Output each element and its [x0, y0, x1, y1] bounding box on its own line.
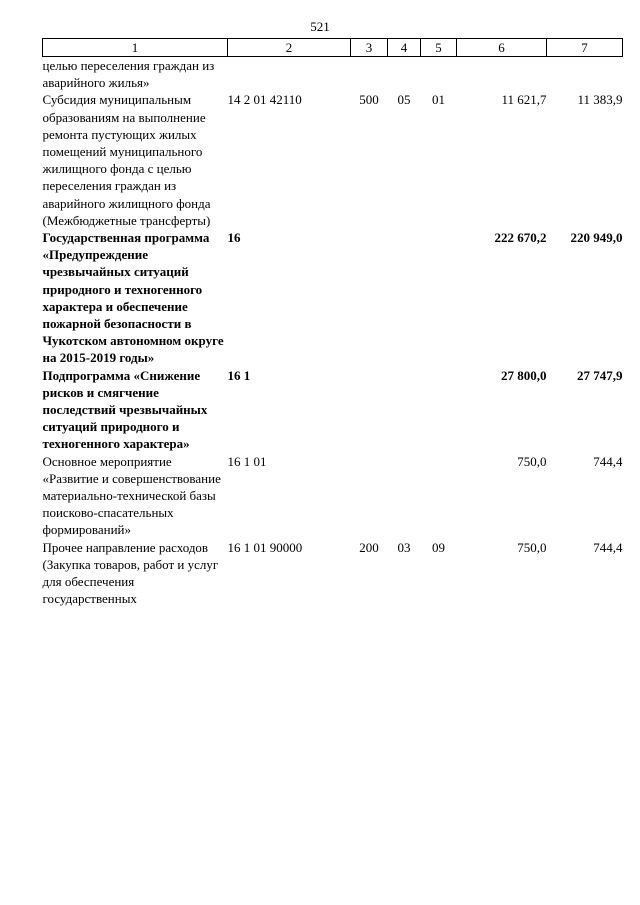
row-name-cell: Подпрограмма «Снижение рисков и смягчение последствий чрезвычайных ситуаций природного и техногенного характера» — [42, 367, 208, 452]
page-number: 521 — [310, 19, 330, 34]
target-code-cell — [228, 57, 351, 92]
amount-cell — [547, 57, 623, 92]
subsection-cell: 09 — [432, 539, 445, 555]
amount-cell: 11 621,7 — [501, 92, 547, 108]
section-cell — [388, 229, 421, 367]
subsection-cell: 01 — [432, 92, 445, 108]
row-name-cell: Субсидия муниципальным образованиям на выполнение ремонта пустующих жилых помещений муниципального жилищного фонда с целью переселения граждан из аварийного жилищного фонда (Межбюджетные трансферты) — [42, 92, 211, 228]
subsection-cell — [421, 57, 457, 92]
subsection-cell — [421, 453, 457, 539]
expense-type-cell — [351, 229, 388, 367]
column-header: 1 — [43, 39, 228, 57]
subsection-cell — [421, 367, 457, 453]
column-header: 4 — [388, 39, 421, 57]
amount-cell: 222 670,2 — [494, 230, 547, 246]
expense-type-cell — [351, 367, 388, 453]
target-code-cell: 16 1 — [227, 367, 251, 383]
row-name-cell: Прочее направление расходов (Закупка товаров, работ и услуг для обеспечения государственных — [42, 539, 219, 607]
target-code-cell: 16 1 01 90000 — [227, 539, 303, 555]
expense-type-cell — [351, 57, 388, 92]
table-row — [43, 453, 623, 539]
amount-cell: 744,4 — [593, 453, 623, 469]
column-header: 6 — [457, 39, 547, 57]
expense-type-cell — [351, 453, 388, 539]
section-cell: 03 — [397, 539, 411, 555]
amount-cell: 220 949,0 — [570, 230, 623, 246]
amount-cell — [457, 57, 547, 92]
section-cell — [388, 57, 421, 92]
amount-cell: 11 383,9 — [577, 92, 623, 108]
target-code-cell: 14 2 01 42110 — [227, 92, 302, 108]
expense-type-cell: 500 — [359, 92, 379, 108]
table-row — [43, 539, 623, 608]
table-row — [43, 367, 623, 453]
budget-table — [42, 38, 623, 608]
column-header: 5 — [421, 39, 457, 57]
amount-cell: 27 800,0 — [501, 367, 547, 383]
row-name-cell: целью переселения граждан из аварийного жилья» — [42, 58, 215, 91]
target-code-cell: 16 — [227, 230, 241, 246]
target-code-cell: 16 1 01 — [227, 453, 267, 469]
column-number-row — [43, 39, 623, 57]
section-cell — [388, 367, 421, 453]
table-row — [43, 57, 623, 92]
section-cell — [388, 453, 421, 539]
section-cell: 05 — [397, 92, 411, 108]
amount-cell: 744,4 — [593, 539, 623, 555]
row-name-cell: Государственная программа «Предупреждение чрезвычайных ситуаций природного и техногенного характера и обеспечение пожарной безопасности в Чукотском автономном округе на 2015-2019 годы» — [42, 230, 224, 366]
amount-cell: 750,0 — [517, 539, 547, 555]
column-header: 3 — [351, 39, 388, 57]
table-row — [43, 229, 623, 367]
column-header: 2 — [228, 39, 351, 57]
expense-type-cell: 200 — [359, 539, 379, 555]
amount-cell: 750,0 — [517, 453, 547, 469]
column-header: 7 — [547, 39, 623, 57]
row-name-cell: Основное мероприятие «Развитие и совершенствование материально-технической базы поисково-спасательных формирований» — [42, 453, 221, 538]
subsection-cell — [421, 229, 457, 367]
amount-cell: 27 747,9 — [577, 367, 623, 383]
table-row — [43, 91, 623, 229]
